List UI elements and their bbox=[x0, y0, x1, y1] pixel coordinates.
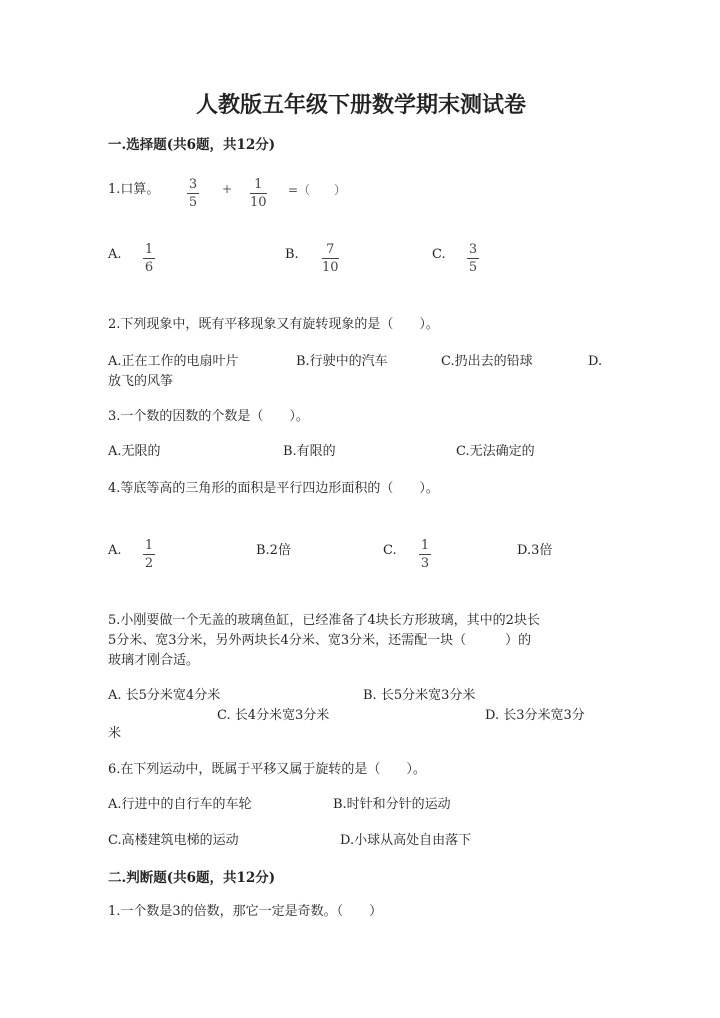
q6-option-a: A.行进中的自行车的车轮 bbox=[108, 797, 252, 812]
q1-option-b-label: B. bbox=[285, 247, 299, 262]
q1-fraction-a: 3 5 bbox=[188, 177, 198, 210]
question-5-line-1: 5.小刚要做一个无盖的玻璃鱼缸，已经准备了4块长方形玻璃，其中的2块长 bbox=[108, 613, 540, 628]
q1-option-a-label: A. bbox=[108, 247, 122, 262]
q4-option-b: B.2倍 bbox=[256, 543, 291, 558]
question-3: 3.一个数的因数的个数是（ ）。 bbox=[108, 409, 309, 424]
question-5-line-2: 5分米、宽3分米，另外两块长4分米、宽3分米，还需配一块（ ）的 bbox=[108, 633, 532, 648]
q2-option-a: A.正在工作的电扇叶片 bbox=[108, 354, 239, 369]
q2-option-b: B.行驶中的汽车 bbox=[296, 354, 388, 369]
q2-option-d-label: D. bbox=[588, 354, 603, 369]
q4-option-c-label: C. bbox=[383, 543, 397, 558]
q1-option-c-fraction: 3 5 bbox=[468, 242, 478, 275]
q3-option-c: C.无法确定的 bbox=[456, 444, 535, 459]
q1-option-b-fraction: 7 10 bbox=[322, 242, 339, 275]
q4-option-a-label: A. bbox=[108, 543, 122, 558]
judgement-1: 1.一个数是3的倍数，那它一定是奇数。（ ） bbox=[108, 904, 383, 919]
q5-option-b: B. 长5分米宽3分米 bbox=[363, 688, 476, 703]
section-heading-choice: 一.选择题(共6题，共12分) bbox=[108, 137, 276, 153]
q1-option-a-fraction: 1 6 bbox=[144, 242, 154, 275]
q1-fraction-b: 1 10 bbox=[250, 177, 267, 210]
question-1-prefix: 1.口算。 bbox=[108, 182, 160, 197]
q4-option-d: D.3倍 bbox=[517, 543, 553, 558]
q1-answer-blank: =（ ） bbox=[288, 183, 347, 197]
q5-option-d: D. 长3分米宽3分 bbox=[485, 708, 585, 723]
question-4: 4.等底等高的三角形的面积是平行四边形面积的（ ）。 bbox=[108, 481, 439, 496]
q5-option-c: C. 长4分米宽3分米 bbox=[217, 708, 330, 723]
q1-plus-sign: + bbox=[222, 182, 233, 196]
q3-option-b: B.有限的 bbox=[283, 444, 336, 459]
section-heading-judgement: 二.判断题(共6题，共12分) bbox=[108, 870, 276, 886]
question-2: 2.下列现象中，既有平移现象又有旋转现象的是（ ）。 bbox=[108, 317, 439, 332]
q4-option-a-fraction: 1 2 bbox=[144, 538, 154, 571]
q3-option-a: A.无限的 bbox=[108, 444, 161, 459]
q5-option-d-tail: 米 bbox=[108, 726, 122, 741]
question-5-line-3: 玻璃才刚合适。 bbox=[108, 653, 200, 668]
q5-option-a: A. 长5分米宽4分米 bbox=[108, 688, 221, 703]
question-6: 6.在下列运动中，既属于平移又属于旋转的是（ ）。 bbox=[108, 762, 426, 777]
q1-option-c-label: C. bbox=[432, 247, 446, 262]
page-title: 人教版五年级下册数学期末测试卷 bbox=[196, 92, 527, 118]
q4-option-c-fraction: 1 3 bbox=[420, 538, 430, 571]
q6-option-c: C.高楼建筑电梯的运动 bbox=[108, 833, 239, 848]
q2-option-d-text: 放飞的风筝 bbox=[108, 374, 174, 389]
q2-option-c: C.扔出去的铅球 bbox=[441, 354, 533, 369]
q6-option-b: B.时针和分针的运动 bbox=[333, 797, 451, 812]
q6-option-d: D.小球从高处自由落下 bbox=[340, 833, 472, 848]
